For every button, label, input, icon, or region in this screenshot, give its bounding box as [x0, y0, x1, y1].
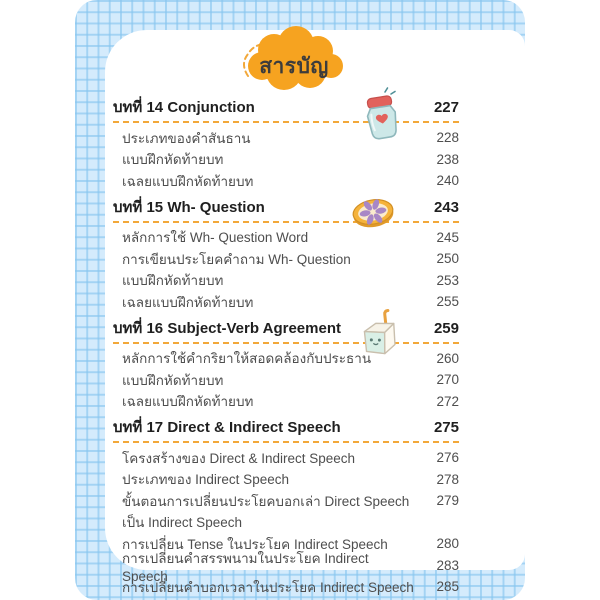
chapter-header [113, 199, 459, 223]
toc-item-page: 260 [436, 350, 459, 366]
chapter-title: บทที่ 16 Subject-Verb Agreement [113, 319, 341, 337]
toc-item [113, 149, 459, 171]
toc-item [113, 227, 459, 249]
toc-item-label: เป็น Indirect Speech [122, 515, 242, 531]
toc-item-page: 272 [436, 393, 459, 409]
toc-item-label: ขั้นตอนการเปลี่ยนประโยคบอกเล่า Direct Speech [122, 493, 410, 509]
toc-item [113, 391, 459, 413]
chapter-title: บทที่ 14 Conjunction [113, 99, 255, 116]
toc-item [113, 348, 459, 370]
chapter-header [113, 320, 459, 344]
chapter-items [113, 344, 459, 413]
toc-item-label: การเปลี่ยนคำสรรพนามในประโยค Indirect Speech [122, 550, 369, 584]
toc-item-label: โครงสร้างของ Direct & Indirect Speech [122, 450, 356, 466]
toc-item [113, 270, 459, 292]
chapter-items [113, 223, 459, 313]
toc-item-page: 279 [436, 493, 459, 509]
chapter-page-number: 259 [433, 319, 459, 337]
chapter-title: บทที่ 15 Wh- Question [113, 198, 265, 216]
chapter-header [113, 99, 459, 123]
toc-item-page: 255 [436, 294, 459, 310]
toc-item [113, 550, 459, 584]
toc-item-page: 228 [436, 130, 459, 146]
toc-item [113, 291, 459, 313]
toc-item-page: 270 [436, 372, 459, 388]
toc-item-page: 285 [436, 579, 459, 595]
chapter-header [113, 419, 459, 443]
toc-item-label: หลักการใช้คำกริยาให้สอดคล้องกับประธาน [122, 351, 372, 367]
chapter-items [113, 443, 459, 598]
toc-section-ch14 [113, 99, 459, 192]
toc-item-label: แบบฝึกหัดท้ายบท [122, 372, 224, 388]
chapter-page-number: 275 [433, 419, 459, 436]
toc-item-label: การเขียนประโยคคำถาม Wh- Question [122, 251, 351, 267]
chapter-items [113, 123, 459, 192]
toc-item-page: 283 [436, 557, 459, 573]
milk-carton-icon [356, 308, 404, 358]
toc-item [113, 490, 459, 512]
table-of-contents [113, 99, 459, 598]
chapter-title: บทที่ 17 Direct & Indirect Speech [113, 419, 341, 436]
toc-item-label: การเปลี่ยน Tense ในประโยค Indirect Speech [122, 536, 388, 552]
toc-item-label: เฉลยแบบฝึกหัดท้ายบท [122, 173, 254, 189]
toc-item-page: 250 [436, 251, 459, 267]
toc-item [113, 447, 459, 469]
toc-section-ch17 [113, 419, 459, 598]
toc-item [113, 248, 459, 270]
toc-item-label: ประเภทของ Indirect Speech [122, 472, 289, 488]
toc-item-label: เฉลยแบบฝึกหัดท้ายบท [122, 294, 254, 310]
chapter-page-number: 227 [433, 99, 459, 116]
toc-item-page: 280 [436, 536, 459, 552]
toc-item-label: ประเภทของคำสันธาน [122, 130, 251, 146]
toc-item-label: การเปลี่ยนคำบอกเวลาในประโยค Indirect Speech [122, 579, 414, 595]
toc-item-label: แบบฝึกหัดท้ายบท [122, 152, 224, 168]
toc-item [113, 469, 459, 491]
toc-item-page: 245 [436, 229, 459, 245]
chapter-page-number: 243 [433, 198, 459, 216]
toc-title-badge [234, 24, 354, 100]
page-title: สารบัญ [259, 55, 329, 78]
toc-item-page: 253 [436, 272, 459, 288]
toc-section-ch16 [113, 320, 459, 413]
toc-item-label: หลักการใช้ Wh- Question Word [122, 230, 309, 246]
toc-item-page: 276 [436, 450, 459, 466]
toc-item [113, 170, 459, 192]
toc-item [113, 369, 459, 391]
toc-item-page: 278 [436, 471, 459, 487]
toc-item-page: 238 [436, 151, 459, 167]
toc-section-ch15 [113, 199, 459, 313]
jar-icon [361, 86, 403, 142]
toc-item [113, 576, 459, 598]
toc-item-label: แบบฝึกหัดท้ายบท [122, 273, 224, 289]
toc-item-page: 240 [436, 173, 459, 189]
toc-item-continuation [113, 512, 459, 534]
toc-item [113, 127, 459, 149]
toc-item-label: เฉลยแบบฝึกหัดท้ายบท [122, 394, 254, 410]
citrus-slice-icon [349, 194, 397, 232]
